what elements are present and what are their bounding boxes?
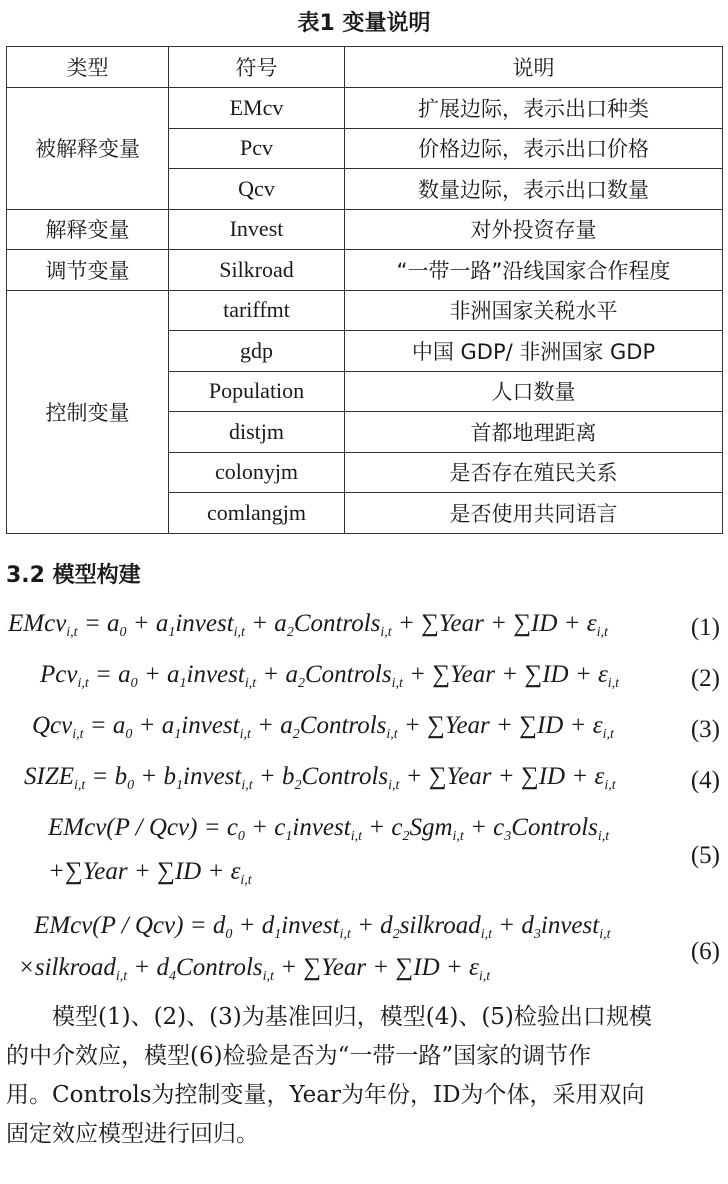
symbol-cell: Qcv xyxy=(169,169,345,210)
symbol-cell: colonyjm xyxy=(169,452,345,493)
table-row xyxy=(7,209,723,250)
paragraph-line: 用。Controls为控制变量，Year为年份，ID为个体，采用双向 xyxy=(6,1082,645,1108)
symbol-cell: Pcv xyxy=(169,128,345,169)
header-type: 类型 xyxy=(7,47,169,88)
description-cell: 首都地理距离 xyxy=(345,412,723,453)
header-description: 说明 xyxy=(345,47,723,88)
paragraph-line: 固定效应模型进行回归。 xyxy=(6,1121,259,1147)
equation-number-4: (4) xyxy=(690,767,720,794)
symbol-cell: Silkroad xyxy=(169,250,345,291)
description-cell: 是否存在殖民关系 xyxy=(345,452,723,493)
description-cell: 价格边际，表示出口价格 xyxy=(345,128,723,169)
section-title: 3.2 模型构建 xyxy=(6,563,141,588)
description-cell: 扩展边际，表示出口种类 xyxy=(345,88,723,129)
group-explained: 被解释变量 xyxy=(7,88,169,210)
table-row xyxy=(7,250,723,291)
description-cell: 数量边际，表示出口数量 xyxy=(345,169,723,210)
equation-4: $SIZE_{i,t} = b_0$ + $b_1invest_{i,t}$ + $b_2Controls_{i,t}$ + ∑Year + $\sum ID + \varepsilon_{i,t}$ xyxy=(24,763,616,793)
equation-number-1: (1) xyxy=(690,614,720,641)
body-paragraph xyxy=(6,998,724,1154)
variable-table xyxy=(6,46,723,534)
symbol-cell: Population xyxy=(169,371,345,412)
description-cell: 是否使用共同语言 xyxy=(345,493,723,534)
table-row xyxy=(7,88,723,129)
table-header-row xyxy=(7,47,723,88)
equation-1: EMcv$_{i,t}$ = $a_0$ + $a_1invest_{i,t}$ + $a_2Controls_{i,t}$ + ∑Year + $\sum ID + \varepsilon_{i,t}$ xyxy=(8,610,608,640)
symbol-cell: gdp xyxy=(169,331,345,372)
table-row xyxy=(7,290,723,331)
symbol-cell: distjm xyxy=(169,412,345,453)
equation-number-5: (5) xyxy=(690,842,720,869)
equation-number-6: (6) xyxy=(690,938,720,965)
group-moderator: 调节变量 xyxy=(7,250,169,291)
symbol-cell: Invest xyxy=(169,209,345,250)
equation-3: $Qcv_{i,t} = a_0$ + $a_1invest_{i,t}$ + $a_2Controls_{i,t}$ + ∑Year + $\sum ID + \varepsilon_{i,t}$ xyxy=(32,712,614,742)
symbol-cell: comlangjm xyxy=(169,493,345,534)
symbol-cell: EMcv xyxy=(169,88,345,129)
group-explanatory: 解释变量 xyxy=(7,209,169,250)
equation-5-line-1: EMcv(P / $Qcv) = c_0$ + $c_1invest_{i,t} + c_2Sgm_{i,t}$ + $c_3Controls_{i,t}$ xyxy=(48,814,610,844)
description-cell: 对外投资存量 xyxy=(345,209,723,250)
description-cell: “一带一路”沿线国家合作程度 xyxy=(345,250,723,291)
equation-number-3: (3) xyxy=(690,716,720,743)
paragraph-line: 模型(1)、(2)、(3)为基准回归，模型(4)、(5)检验出口规模 xyxy=(52,1004,652,1030)
group-control: 控制变量 xyxy=(7,290,169,533)
description-cell: 人口数量 xyxy=(345,371,723,412)
equation-number-2: (2) xyxy=(690,665,720,692)
header-symbol: 符号 xyxy=(169,47,345,88)
paragraph-line: 的中介效应，模型(6)检验是否为“一带一路”国家的调节作 xyxy=(6,1043,592,1069)
description-cell: 中国 GDP/ 非洲国家 GDP xyxy=(345,331,723,372)
equation-6-line-1: EMcv(P / $Qcv) = d_0$ + $d_1invest_{i,t}$ + $d_2silkroad_{i,t}$ + $d_3invest_{i,t}$ xyxy=(34,912,611,942)
equation-5-line-2: +∑Year + $\sum ID + \varepsilon_{i,t}$ xyxy=(48,858,252,888)
description-cell: 非洲国家关税水平 xyxy=(345,290,723,331)
table-caption: 表1 变量说明 xyxy=(297,11,431,36)
equation-2: $Pcv_{i,t} = a_0$ + $a_1invest_{i,t}$ + $a_2Controls_{i,t}$ + ∑Year + $\sum ID + \varepsilon_{i,t}$ xyxy=(40,661,620,691)
symbol-cell: tariffmt xyxy=(169,290,345,331)
equation-6-line-2: ×silkroad$_{i,t}$ + $d_4Controls_{i,t}$ + ∑Year + $\sum ID + \varepsilon_{i,t}$ xyxy=(18,954,491,984)
